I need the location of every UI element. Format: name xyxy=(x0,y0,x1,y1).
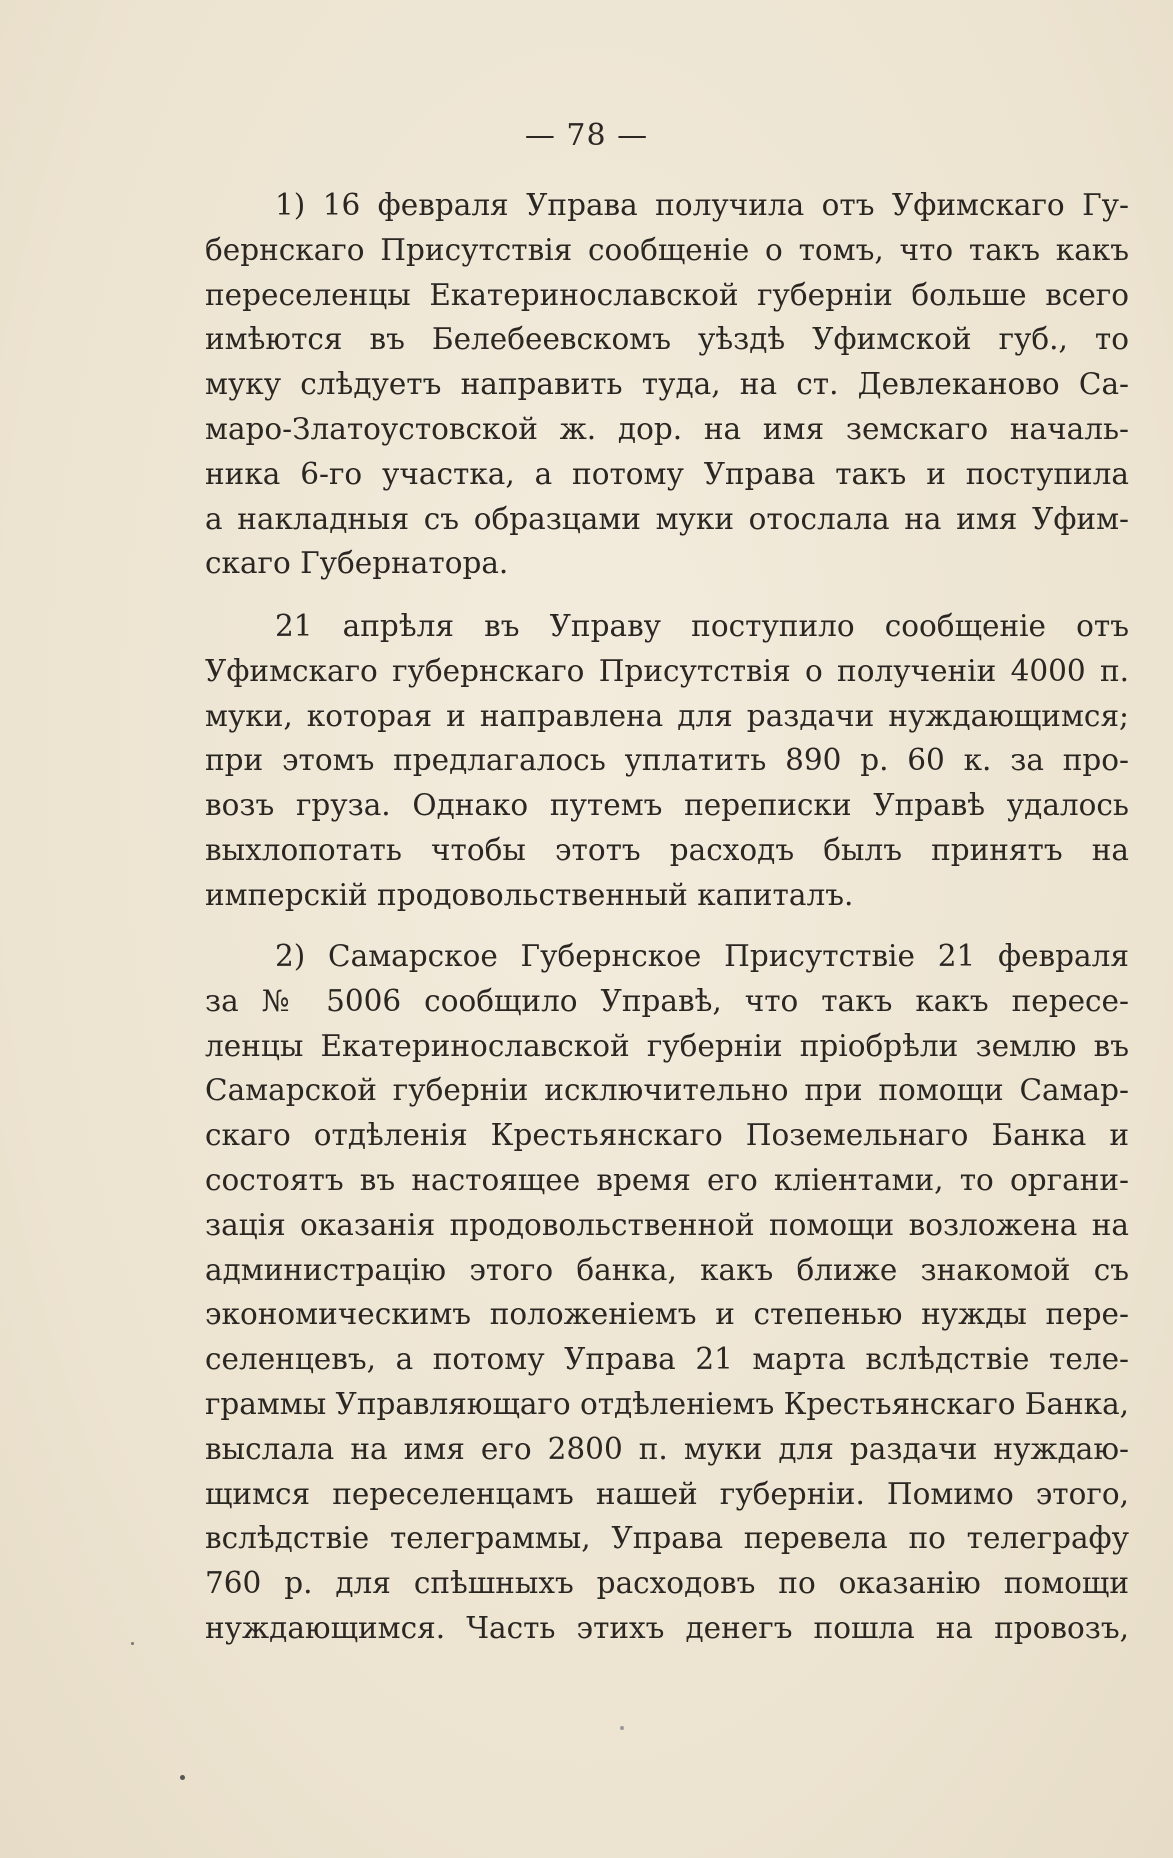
text-line: бернскаго Присутствія сообщеніе о томъ, что такъ какъ xyxy=(205,232,1129,267)
paragraph-1 xyxy=(205,183,1129,586)
scan-speck xyxy=(180,1775,185,1780)
text-line: 21 апрѣля въ Управу поступило сообщеніе отъ xyxy=(275,609,1129,643)
text-line: 1) 16 февраля Управа получила отъ Уфимскаго Гу- xyxy=(275,188,1129,222)
text-line: 760 р. для спѣшныхъ расходовъ по оказанію помощи xyxy=(205,1566,1129,1601)
text-line: граммы Управляющаго отдѣленіемъ Крестьянскаго Банка, xyxy=(205,1386,1129,1421)
text-line: за № 5006 сообщило Управѣ, что такъ какъ пересе- xyxy=(205,983,1129,1018)
text-line: имѣются въ Белебеевскомъ уѣздѣ Уфимской губ., то xyxy=(205,322,1129,357)
scan-speck xyxy=(131,1642,134,1645)
text-line: вслѣдствіе телеграммы, Управа перевела по телеграфу xyxy=(205,1521,1129,1556)
text-line: скаго отдѣленія Крестьянскаго Поземельнаго Банка и xyxy=(205,1118,1129,1153)
text-line: имперскій продовольственный капиталъ. xyxy=(205,877,854,912)
text-line: ленцы Екатеринославской губерніи пріобрѣли землю въ xyxy=(205,1028,1129,1063)
paragraph-2-text xyxy=(205,604,1129,918)
text-line: переселенцы Екатеринославской губерніи больше всего xyxy=(205,277,1129,312)
text-line: выслала на имя его 2800 п. муки для раздачи нуждаю- xyxy=(205,1431,1129,1466)
paragraph-3 xyxy=(205,934,1129,1651)
scan-speck xyxy=(620,1726,624,1730)
paragraph-2 xyxy=(205,604,1129,918)
text-line: Самарской губерніи исключительно при помощи Самар- xyxy=(205,1073,1129,1108)
text-line: маро-Златоустовской ж. дор. на имя земскаго началь- xyxy=(205,411,1129,446)
paragraph-3-text xyxy=(205,934,1129,1651)
text-line: нуждающимся. Часть этихъ денегъ пошла на провозъ, xyxy=(205,1610,1129,1645)
text-line: состоятъ въ настоящее время его кліентами, то органи- xyxy=(205,1162,1129,1197)
text-line: скаго Губернатора. xyxy=(205,546,509,581)
text-line: а накладныя съ образцами муки отослала на имя Уфим- xyxy=(205,501,1129,536)
text-line: муки, которая и направлена для раздачи нуждающимся; xyxy=(205,698,1129,733)
paragraph-1-text xyxy=(205,183,1129,586)
text-line: возъ груза. Однако путемъ переписки Управѣ удалось xyxy=(205,788,1129,823)
text-line: при этомъ предлагалось уплатить 890 р. 60 к. за про- xyxy=(205,743,1129,778)
text-line: зація оказанія продовольственной помощи возложена на xyxy=(205,1207,1129,1242)
text-line: выхлопотать чтобы этотъ расходъ былъ принятъ на xyxy=(205,832,1129,867)
text-line: селенцевъ, а потому Управа 21 марта вслѣдствіе теле- xyxy=(205,1342,1129,1377)
text-line: муку слѣдуетъ направить туда, на ст. Девлеканово Са- xyxy=(205,367,1129,402)
text-line: щимся переселенцамъ нашей губерніи. Помимо этого, xyxy=(205,1476,1129,1511)
text-line: Уфимскаго губернскаго Присутствія о полученіи 4000 п. xyxy=(205,653,1129,688)
text-line: экономическимъ положеніемъ и степенью нужды пере- xyxy=(205,1297,1129,1332)
page-number: — 78 — xyxy=(524,118,649,153)
text-line: администрацію этого банка, какъ ближе знакомой съ xyxy=(205,1252,1129,1287)
text-line: 2) Самарское Губернское Присутствіе 21 февраля xyxy=(275,939,1129,973)
text-line: ника 6-го участка, а потому Управа такъ и поступила xyxy=(205,456,1129,491)
